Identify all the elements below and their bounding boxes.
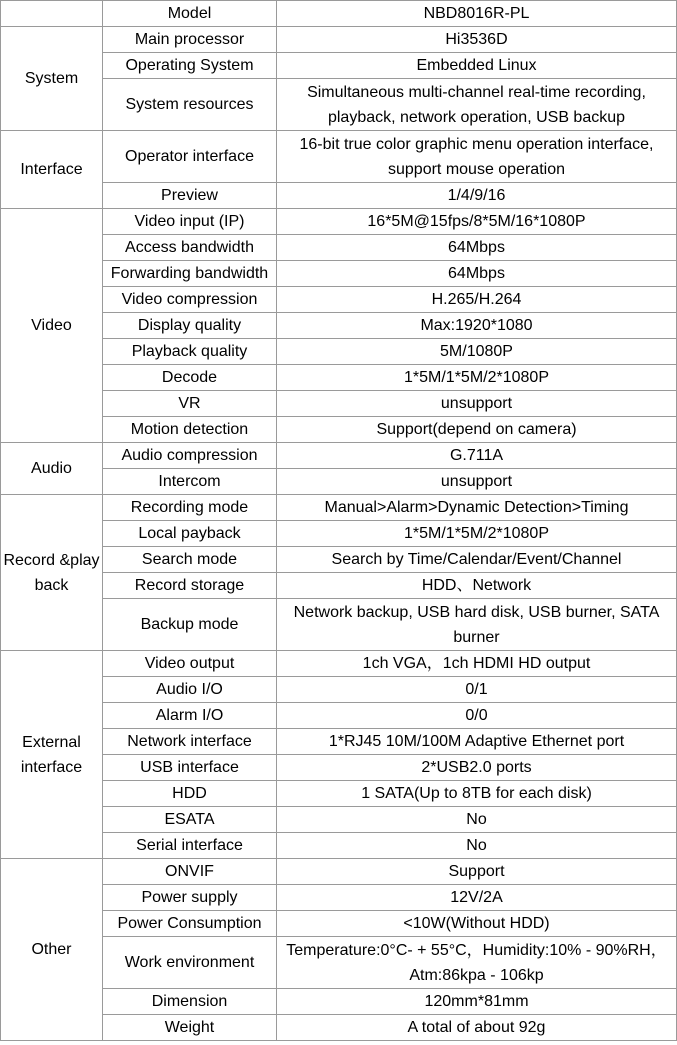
spec-value-cell: NBD8016R-PL <box>277 1 677 27</box>
spec-value-cell: <10W(Without HDD) <box>277 911 677 937</box>
table-row <box>1 469 677 495</box>
spec-value-cell: 1*RJ45 10M/100M Adaptive Ethernet port <box>277 729 677 755</box>
spec-name-cell: Motion detection <box>103 417 277 443</box>
table-row <box>1 651 677 677</box>
table-row <box>1 781 677 807</box>
table-row <box>1 209 677 235</box>
spec-value-cell: 64Mbps <box>277 235 677 261</box>
table-row <box>1 521 677 547</box>
category-cell: Interface <box>1 131 103 209</box>
table-row <box>1 235 677 261</box>
spec-name-cell: Model <box>103 1 277 27</box>
table-row <box>1 53 677 79</box>
table-row <box>1 131 677 183</box>
category-cell: Record &play back <box>1 495 103 651</box>
spec-name-cell: VR <box>103 391 277 417</box>
spec-value-cell: 12V/2A <box>277 885 677 911</box>
spec-name-cell: Local payback <box>103 521 277 547</box>
category-cell: Audio <box>1 443 103 495</box>
spec-value-cell: Support <box>277 859 677 885</box>
spec-value-cell: Support(depend on camera) <box>277 417 677 443</box>
category-cell: System <box>1 27 103 131</box>
spec-name-cell: Search mode <box>103 547 277 573</box>
category-cell: Video <box>1 209 103 443</box>
table-row <box>1 365 677 391</box>
spec-value-cell: Search by Time/Calendar/Event/Channel <box>277 547 677 573</box>
table-row <box>1 443 677 469</box>
table-row <box>1 79 677 131</box>
spec-name-cell: Recording mode <box>103 495 277 521</box>
table-row <box>1 495 677 521</box>
table-row <box>1 313 677 339</box>
spec-name-cell: Video input (IP) <box>103 209 277 235</box>
spec-name-cell: Dimension <box>103 989 277 1015</box>
spec-name-cell: Video compression <box>103 287 277 313</box>
spec-name-cell: Decode <box>103 365 277 391</box>
spec-value-cell: Manual>Alarm>Dynamic Detection>Timing <box>277 495 677 521</box>
spec-name-cell: Weight <box>103 1015 277 1041</box>
spec-name-cell: Video output <box>103 651 277 677</box>
spec-value-cell: 5M/1080P <box>277 339 677 365</box>
table-row <box>1 417 677 443</box>
spec-name-cell: Alarm I/O <box>103 703 277 729</box>
spec-name-cell: Intercom <box>103 469 277 495</box>
spec-name-cell: Work environment <box>103 937 277 989</box>
spec-name-cell: Playback quality <box>103 339 277 365</box>
table-row <box>1 183 677 209</box>
table-row <box>1 27 677 53</box>
spec-value-cell: 2*USB2.0 ports <box>277 755 677 781</box>
spec-value-cell: 64Mbps <box>277 261 677 287</box>
spec-value-cell: Temperature:0°C- + 55°C，Humidity:10% - 90%RH，Atm:86kpa - 106kp <box>277 937 677 989</box>
spec-value-cell: 1/4/9/16 <box>277 183 677 209</box>
category-cell: External interface <box>1 651 103 859</box>
spec-value-cell: 16-bit true color graphic menu operation interface, support mouse operation <box>277 131 677 183</box>
table-row <box>1 287 677 313</box>
spec-value-cell: G.711A <box>277 443 677 469</box>
table-row <box>1 599 677 651</box>
spec-name-cell: Power Consumption <box>103 911 277 937</box>
spec-name-cell: System resources <box>103 79 277 131</box>
spec-name-cell: Preview <box>103 183 277 209</box>
spec-value-cell: Network backup, USB hard disk, USB burner, SATA burner <box>277 599 677 651</box>
table-row <box>1 885 677 911</box>
spec-value-cell: 120mm*81mm <box>277 989 677 1015</box>
table-row <box>1 755 677 781</box>
spec-value-cell: 0/0 <box>277 703 677 729</box>
spec-value-cell: No <box>277 807 677 833</box>
table-row <box>1 729 677 755</box>
spec-value-cell: Hi3536D <box>277 27 677 53</box>
table-row <box>1 911 677 937</box>
table-row <box>1 859 677 885</box>
spec-value-cell: HDD、Network <box>277 573 677 599</box>
spec-value-cell: 1*5M/1*5M/2*1080P <box>277 365 677 391</box>
spec-name-cell: Backup mode <box>103 599 277 651</box>
spec-name-cell: Main processor <box>103 27 277 53</box>
table-row <box>1 1 677 27</box>
table-row <box>1 937 677 989</box>
spec-value-cell: Simultaneous multi-channel real-time recording, playback, network operation, USB backup <box>277 79 677 131</box>
table-row <box>1 807 677 833</box>
category-cell <box>1 1 103 27</box>
spec-name-cell: Record storage <box>103 573 277 599</box>
table-row <box>1 833 677 859</box>
spec-value-cell: 1ch VGA，1ch HDMI HD output <box>277 651 677 677</box>
spec-name-cell: Operating System <box>103 53 277 79</box>
table-row <box>1 261 677 287</box>
spec-name-cell: Display quality <box>103 313 277 339</box>
spec-value-cell: 1 SATA(Up to 8TB for each disk) <box>277 781 677 807</box>
spec-name-cell: Operator interface <box>103 131 277 183</box>
table-row <box>1 989 677 1015</box>
spec-value-cell: unsupport <box>277 391 677 417</box>
spec-name-cell: Audio I/O <box>103 677 277 703</box>
spec-name-cell: ESATA <box>103 807 277 833</box>
table-row <box>1 677 677 703</box>
spec-value-cell: Max:1920*1080 <box>277 313 677 339</box>
table-row <box>1 573 677 599</box>
table-row <box>1 703 677 729</box>
spec-value-cell: 1*5M/1*5M/2*1080P <box>277 521 677 547</box>
spec-name-cell: HDD <box>103 781 277 807</box>
spec-name-cell: Network interface <box>103 729 277 755</box>
spec-value-cell: 0/1 <box>277 677 677 703</box>
spec-value-cell: 16*5M@15fps/8*5M/16*1080P <box>277 209 677 235</box>
spec-value-cell: unsupport <box>277 469 677 495</box>
spec-table-body <box>1 1 677 1041</box>
spec-name-cell: Audio compression <box>103 443 277 469</box>
table-row <box>1 339 677 365</box>
table-row <box>1 547 677 573</box>
spec-value-cell: Embedded Linux <box>277 53 677 79</box>
spec-name-cell: ONVIF <box>103 859 277 885</box>
table-row <box>1 391 677 417</box>
spec-name-cell: USB interface <box>103 755 277 781</box>
spec-value-cell: No <box>277 833 677 859</box>
spec-name-cell: Power supply <box>103 885 277 911</box>
category-cell: Other <box>1 859 103 1041</box>
table-row <box>1 1015 677 1041</box>
spec-name-cell: Forwarding bandwidth <box>103 261 277 287</box>
spec-value-cell: A total of about 92g <box>277 1015 677 1041</box>
spec-value-cell: H.265/H.264 <box>277 287 677 313</box>
spec-name-cell: Serial interface <box>103 833 277 859</box>
spec-name-cell: Access bandwidth <box>103 235 277 261</box>
